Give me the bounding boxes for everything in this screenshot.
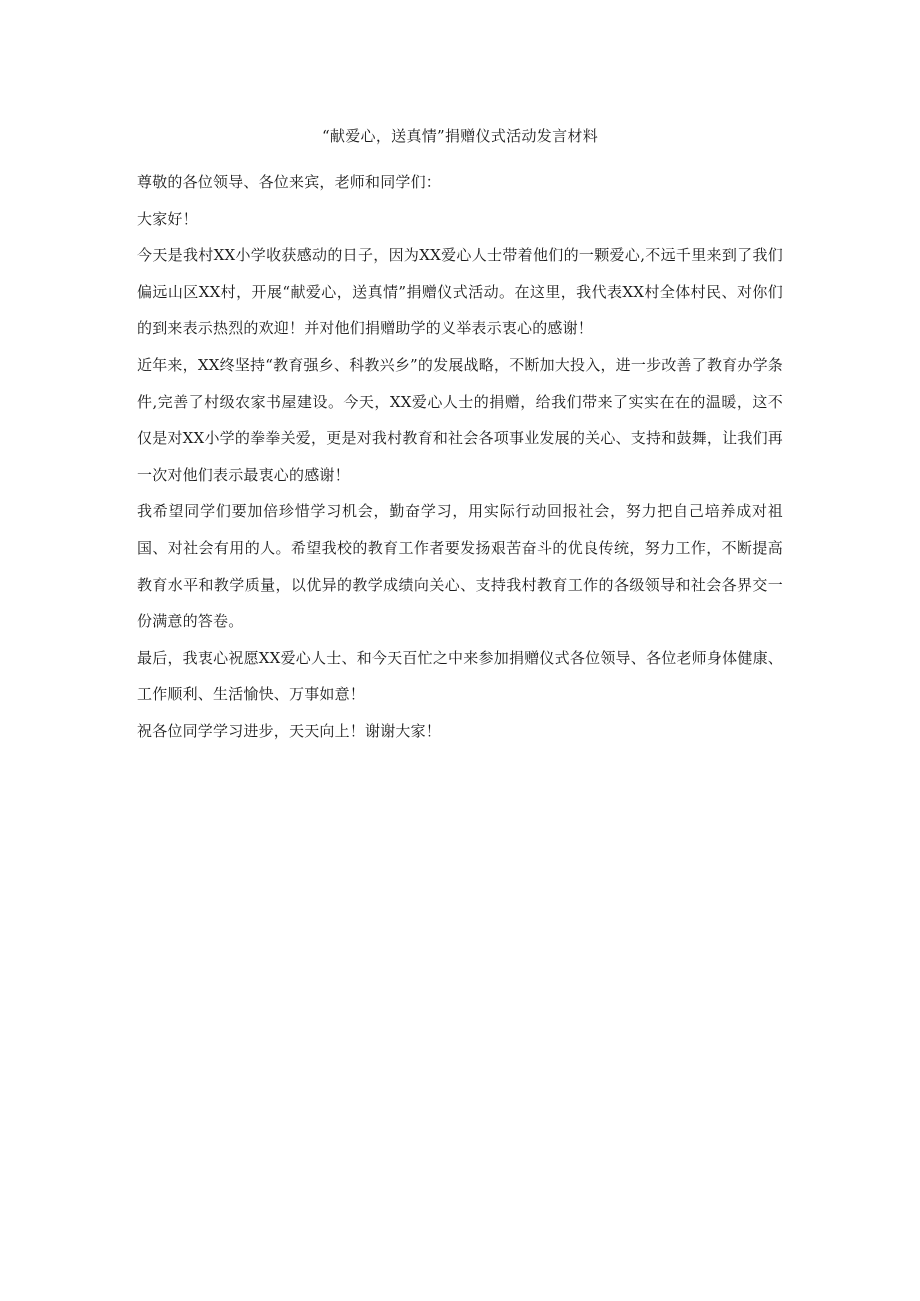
- paragraph-welcome: 今天是我村XX小学收获感动的日子，因为XX爱心人士带着他们的一颗爱心,不远千里来到了我们偏远山区XX村，开展“献爱心，送真情”捐赠仪式活动。在这里，我代表XX村全体村民、对你们的到来表示热烈的欢迎！并对他们捐赠助学的义举表示衷心的感谢！: [137, 246, 783, 338]
- paragraph-hopes: 我希望同学们要加倍珍惜学习机会，勤奋学习，用实际行动回报社会，努力把自己培养成对祖国、对社会有用的人。希望我校的教育工作者要发扬艰苦奋斗的优良传统，努力工作，不断提高教育水平和教学质量，以优异的教学成绩向关心、支持我村教育工作的各级领导和社会各界交一份满意的答卷。: [137, 502, 783, 631]
- paragraph-wishes: 最后，我衷心祝愿XX爱心人士、和今天百忙之中来参加捐赠仪式各位领导、各位老师身体健康、工作顺利、生活愉快、万事如意！: [137, 648, 783, 704]
- document-title: “献爱心，送真情”捐赠仪式活动发言材料: [321, 127, 599, 145]
- paragraph-closing: 祝各位同学学习进步，天天向上！谢谢大家！: [137, 721, 442, 740]
- paragraph-development: 近年来，XX终坚持“教育强乡、科教兴乡”的发展战略，不断加大投入，进一步改善了教育办学条件,完善了村级农家书屋建设。今天，XX爱心人士的捐赠，给我们带来了实实在在的温暖，这不仅是对XX小学的拳拳关爱，更是对我村教育和社会各项事业发展的关心、支持和鼓舞，让我们再一次对他们表示最衷心的感谢！: [137, 355, 783, 484]
- greeting: 大家好！: [137, 209, 198, 228]
- document-body: [137, 120, 783, 750]
- salutation: 尊敬的各位领导、各位来宾，老师和同学们：: [137, 173, 442, 191]
